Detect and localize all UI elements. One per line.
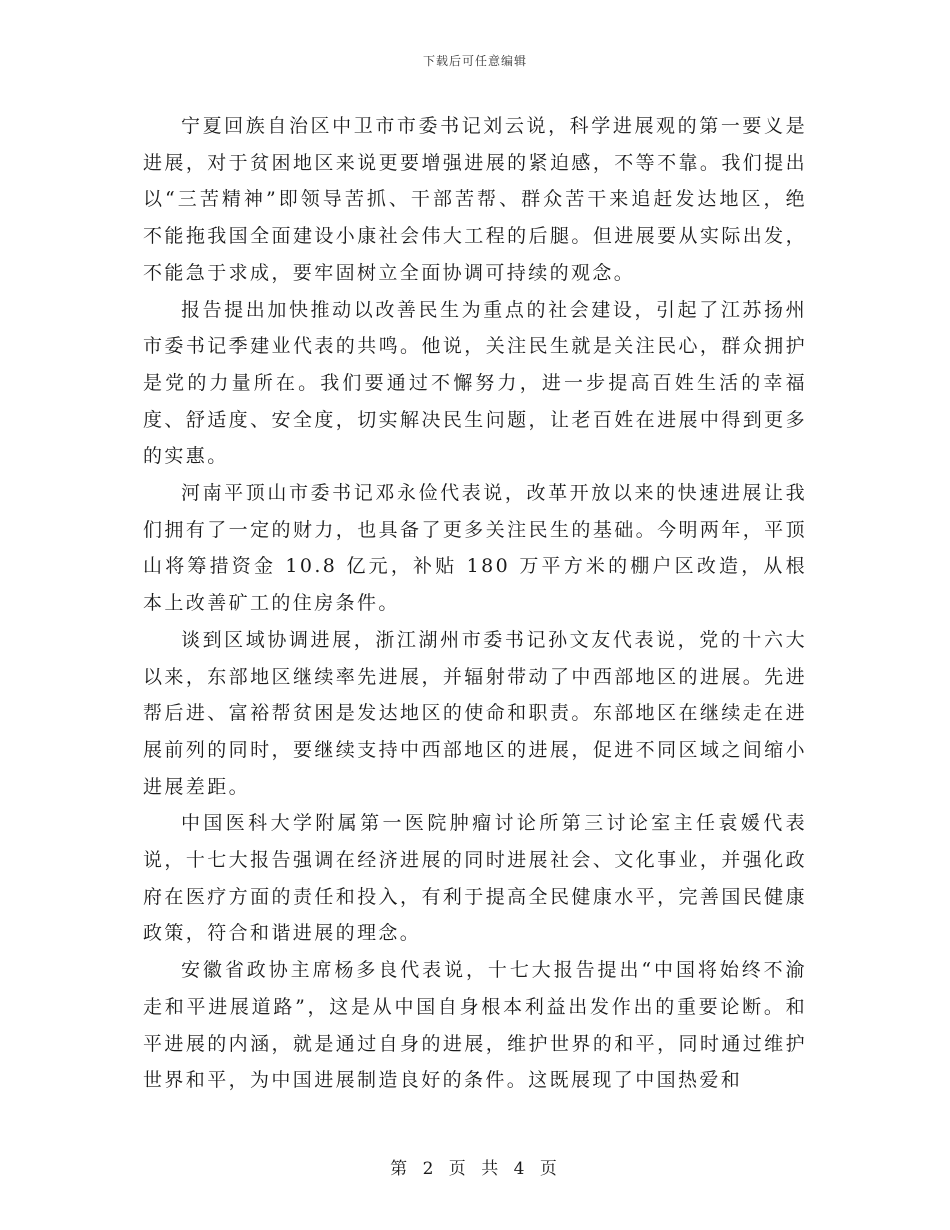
- document-body: [143, 108, 807, 1099]
- paragraph: 报告提出加快推动以改善民生为重点的社会建设，引起了江苏扬州市委书记季建业代表的共鸣。他说，关注民生就是关注民心，群众拥护是党的力量所在。我们要通过不懈努力，进一步提高百姓生活的幸福度、舒适度、安全度，切实解决民生问题，让老百姓在进展中得到更多的实惠。: [143, 298, 807, 468]
- paragraph: 河南平顶山市委书记邓永俭代表说，改革开放以来的快速进展让我们拥有了一定的财力，也具备了更多关注民生的基础。今明两年，平顶山将筹措资金 10.8 亿元，补贴 180 万平方米的棚户区改造，从根本上改善矿工的住房条件。: [143, 482, 807, 615]
- paragraph: 中国医科大学附属第一医院肿瘤讨论所第三讨论室主任袁媛代表说，十七大报告强调在经济进展的同时进展社会、文化事业，并强化政府在医疗方面的责任和投入，有利于提高全民健康水平，完善国民健康政策，符合和谐进展的理念。: [143, 812, 807, 945]
- paragraph: 谈到区域协调进展，浙江湖州市委书记孙文友代表说，党的十六大以来，东部地区继续率先进展，并辐射带动了中西部地区的进展。先进帮后进、富裕帮贫困是发达地区的使命和职责。东部地区在继续走在进展前列的同时，要继续支持中西部地区的进展，促进不同区域之间缩小进展差距。: [143, 628, 807, 798]
- page-number-footer: 第 2 页 共 4 页: [390, 1159, 560, 1179]
- paragraph: 宁夏回族自治区中卫市市委书记刘云说，科学进展观的第一要义是进展，对于贫困地区来说更要增强进展的紧迫感，不等不靠。我们提出以“三苦精神”即领导苦抓、干部苦帮、群众苦干来追赶发达地区，绝不能拖我国全面建设小康社会伟大工程的后腿。但进展要从实际出发，不能急于求成，要牢固树立全面协调可持续的观念。: [143, 115, 807, 284]
- page-header: 下载后可任意编辑: [422, 54, 527, 68]
- paragraph: 安徽省政协主席杨多良代表说，十七大报告提出“中国将始终不渝走和平进展道路”，这是从中国自身根本利益出发作出的重要论断。和平进展的内涵，就是通过自身的进展，维护世界的和平，同时通过维护世界和平，为中国进展制造良好的条件。这既展现了中国热爱和: [143, 959, 807, 1092]
